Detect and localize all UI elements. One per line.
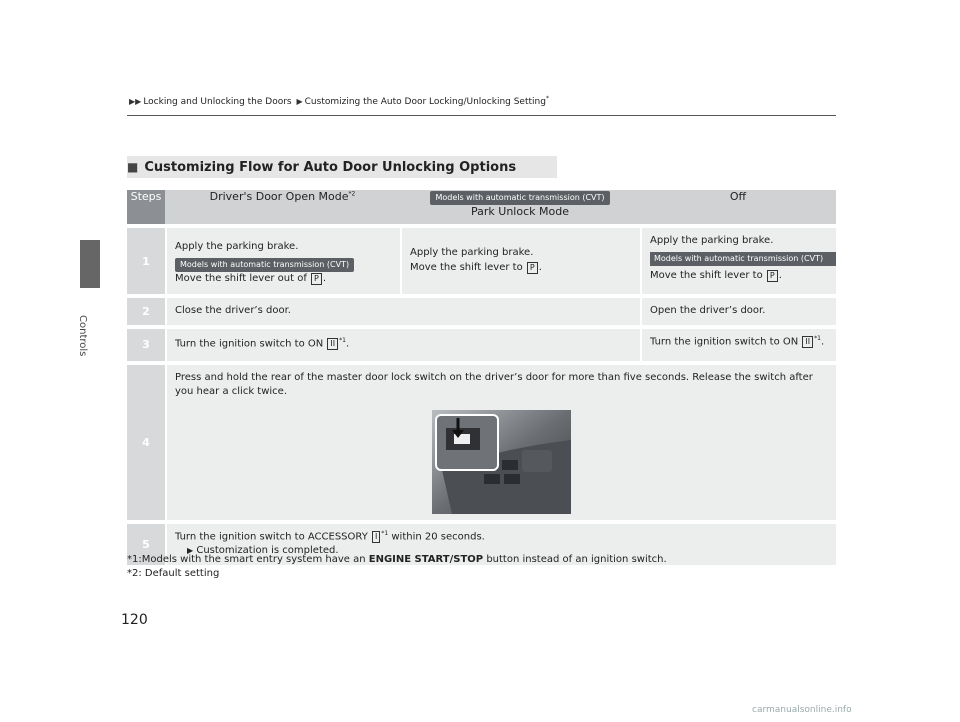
step1-col2-line1: Apply the parking brake. [410, 247, 534, 258]
footnote-1-a: *1:Models with the smart entry system have an [127, 554, 366, 565]
table-row [127, 365, 836, 520]
door-lock-switch-photo [432, 410, 571, 514]
square-bullet-icon: ■ [127, 160, 139, 174]
arrow-icon: ▶ [296, 97, 303, 106]
ii-position-key: II [802, 336, 813, 348]
step-number: 5 [127, 524, 165, 565]
header-park-unlock-mode [400, 190, 640, 224]
step4-cell [165, 365, 836, 520]
step3-col3-text: Turn the ignition switch to ON [650, 335, 799, 347]
step5-line1a: Turn the ignition switch to ACCESSORY [175, 530, 368, 542]
step3-col1-text: Turn the ignition switch to ON [175, 338, 324, 350]
step-number: 2 [127, 298, 165, 325]
step2-off-cell: Open the driver’s door. [640, 298, 836, 325]
footnote-2: *2: Default setting [127, 568, 220, 579]
step5-sup: *1 [381, 529, 389, 537]
breadcrumb-part2[interactable]: Customizing the Auto Door Locking/Unlocking Setting [304, 97, 546, 107]
ii-position-key: II [327, 338, 338, 350]
step1-col2-line2: Move the shift lever to [410, 261, 523, 273]
header-cvt-badge: Models with automatic transmission (CVT) [430, 191, 609, 205]
step3-off-cell: Turn the ignition switch to ON II $^{*1}$. [640, 329, 836, 361]
header-off: Off [640, 190, 836, 224]
footnote-1 [127, 553, 667, 567]
header-drivers-door-open-mode [165, 190, 400, 224]
step1-col1-line1: Apply the parking brake. [175, 241, 299, 252]
breadcrumb-part1[interactable]: Locking and Unlocking the Doors [143, 97, 292, 107]
table-header-row [127, 190, 836, 224]
step1-col3-line2: Move the shift lever to [650, 269, 763, 281]
page-number: 120 [121, 612, 148, 628]
step-number: 3 [127, 329, 165, 361]
header-rule [127, 115, 836, 116]
step1-park-unlock-cell: Apply the parking brake. Move the shift lever to P . [400, 228, 640, 294]
step5-line1b: within 20 seconds. [391, 530, 485, 542]
step1-col1-line2: Move the shift lever out of [175, 273, 307, 284]
step5-line2: Customization is completed. [196, 545, 339, 557]
watermark: carmanualsonline.info [752, 705, 852, 715]
step3-col1-sup: *1 [339, 337, 346, 345]
step3-driver-door-cell: Turn the ignition switch to ON II $^{*1}$. [165, 329, 640, 361]
breadcrumb [127, 95, 549, 107]
step1-col3-cvt-badge: Models with automatic transmission (CVT) [650, 252, 836, 266]
table-row [127, 298, 836, 325]
chapter-tab [80, 240, 100, 288]
chapter-label: Controls [77, 315, 88, 357]
section-title [127, 156, 557, 178]
i-position-key: I [372, 531, 380, 543]
header-col2-label: Park Unlock Mode [471, 205, 569, 218]
header-col1-sup: *2 [348, 190, 356, 198]
step2-driver-door-cell: Close the driver’s door. [165, 298, 640, 325]
table-row [127, 329, 836, 361]
header-col1-label: Driver's Door Open Mode [209, 190, 349, 203]
p-position-key: P [311, 273, 322, 285]
footnote-1-b: button instead of an ignition switch. [486, 554, 667, 565]
section-title-text: Customizing Flow for Auto Door Unlocking Options [144, 160, 517, 175]
step3-col3-sup: *1 [814, 334, 821, 342]
footnote-1-bold: ENGINE START/STOP [368, 554, 484, 565]
step-number: 1 [127, 228, 165, 294]
result-arrow-icon: ▶ [187, 546, 194, 556]
step4-text: Press and hold the rear of the master door lock switch on the driver’s door for more than five seconds. Release the switch after you hear a click twice. [175, 371, 813, 397]
p-position-key: P [527, 262, 538, 274]
breadcrumb-asterisk: * [545, 95, 549, 102]
step1-driver-door-cell: Apply the parking brake. Models with automatic transmission (CVT) Move the shift lever out of P . [165, 228, 400, 294]
table-row [127, 228, 836, 294]
double-arrow-icon: ▶▶ [129, 97, 142, 106]
customizing-flow-table [127, 186, 836, 569]
step1-col3-line1: Apply the parking brake. [650, 235, 774, 246]
p-position-key: P [767, 270, 778, 282]
step1-col1-cvt-badge: Models with automatic transmission (CVT) [175, 258, 354, 272]
header-steps: Steps [127, 190, 165, 224]
step1-off-cell: Apply the parking brake. Models with automatic transmission (CVT) Move the shift lever to P . [640, 228, 836, 294]
step-number: 4 [127, 365, 165, 520]
